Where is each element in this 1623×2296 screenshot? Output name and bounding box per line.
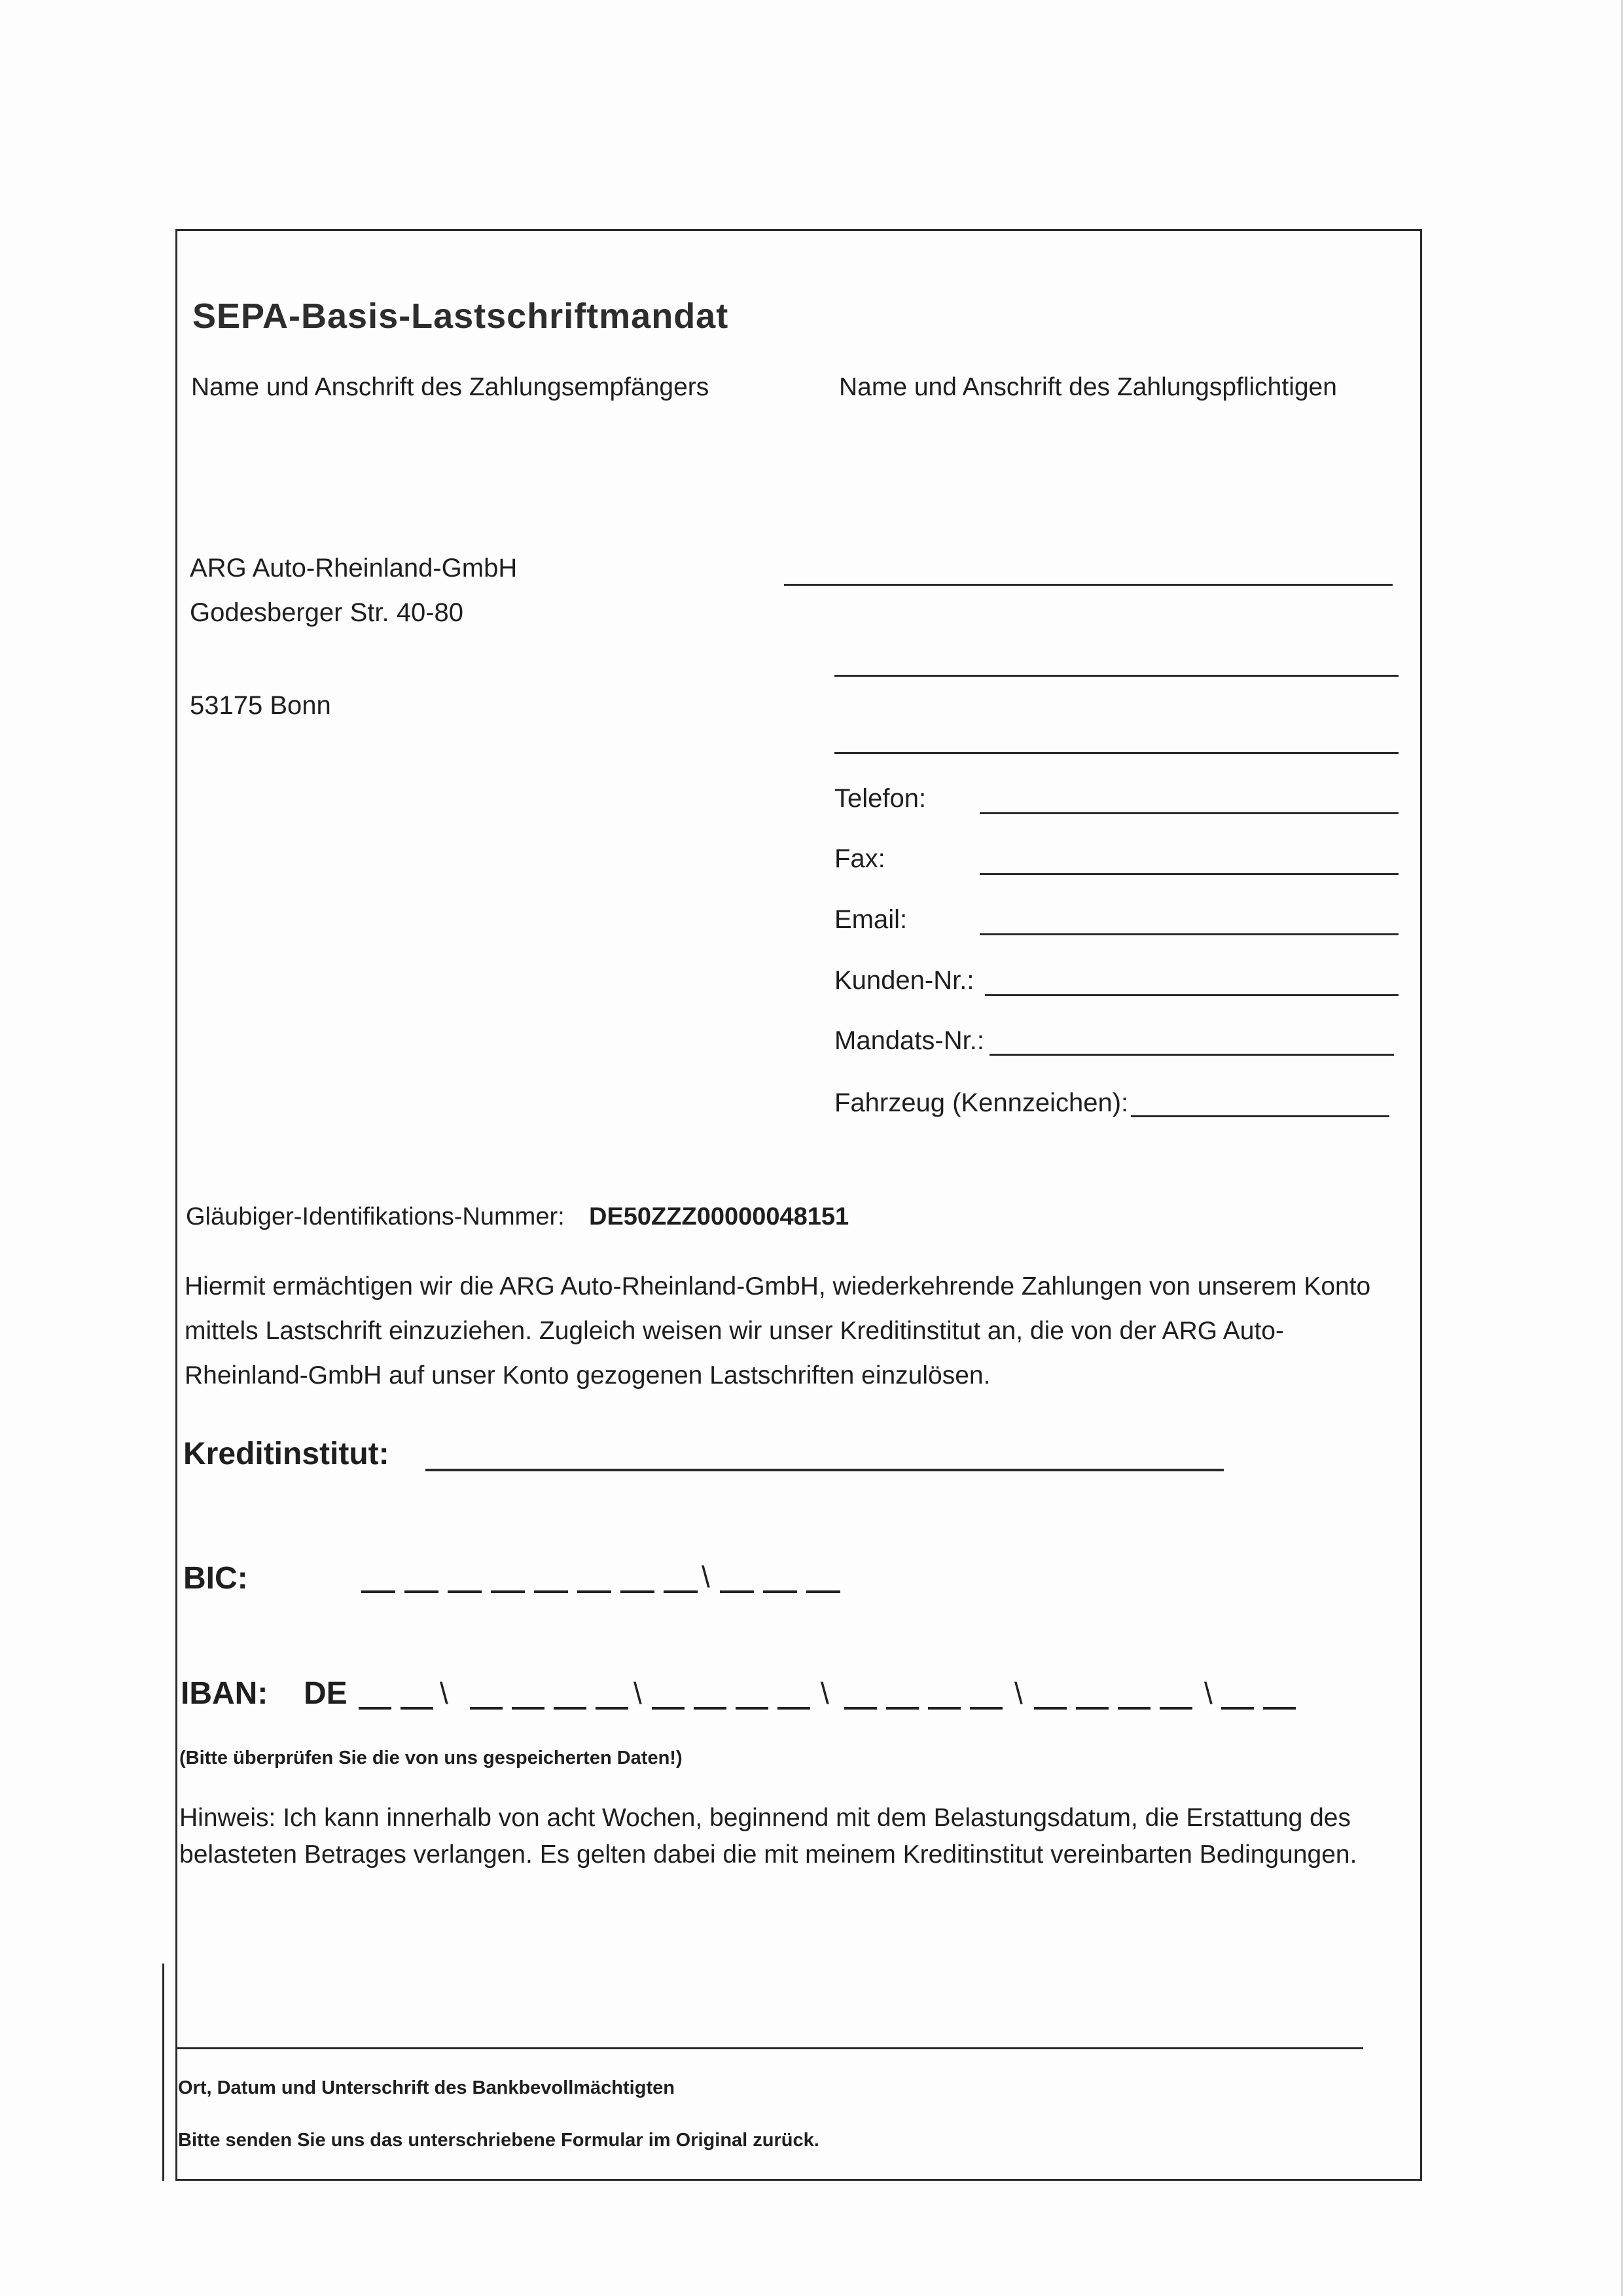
iban-separator: \	[821, 1676, 829, 1710]
iban-separator: \	[440, 1676, 448, 1710]
iban-separator: \	[633, 1676, 642, 1710]
iban-label: IBAN:	[181, 1676, 268, 1711]
iban-char[interactable]	[596, 1707, 628, 1710]
bank-field[interactable]	[425, 1469, 1224, 1471]
return-note: Bitte senden Sie uns das unterschriebene Formular im Original zurück.	[178, 2130, 819, 2151]
payee-name: ARG Auto-Rheinland-GmbH	[190, 554, 518, 583]
iban-char[interactable]	[401, 1707, 433, 1710]
notice-line-2: belasteten Betrages verlangen. Es gelten dabei die mit meinem Kreditinstitut vereinbarten Bedingungen.	[179, 1840, 1357, 1869]
bic-char-9[interactable]	[720, 1590, 754, 1593]
notice-line-1: Hinweis: Ich kann innerhalb von acht Wochen, beginnend mit dem Belastungsdatum, die Erstattung des	[179, 1804, 1351, 1832]
signature-label: Ort, Datum und Unterschrift des Bankbevollmächtigten	[178, 2077, 675, 2098]
payer-street-field[interactable]	[834, 675, 1399, 677]
authorization-line-3: Rheinland-GmbH auf unser Konto gezogenen Lastschriften einzulösen.	[185, 1361, 991, 1390]
signature-field[interactable]	[175, 2047, 1363, 2049]
phone-field[interactable]	[980, 812, 1399, 814]
vehicle-field[interactable]	[1131, 1115, 1389, 1117]
form-frame-left-bottom	[162, 1964, 164, 2181]
payee-street: Godesberger Str. 40-80	[190, 598, 464, 627]
iban-char[interactable]	[652, 1707, 685, 1710]
iban-char[interactable]	[886, 1707, 919, 1710]
authorization-line-2: mittels Lastschrift einzuziehen. Zugleich weisen wir unser Kreditinstitut an, die von der ARG Auto-	[185, 1317, 1284, 1345]
mandate-no-field[interactable]	[990, 1054, 1394, 1056]
iban-char[interactable]	[694, 1707, 726, 1710]
creditor-id-label: Gläubiger-Identifikations-Nummer:	[186, 1203, 565, 1230]
payer-name-field[interactable]	[784, 584, 1393, 586]
form-title: SEPA-Basis-Lastschriftmandat	[192, 296, 729, 336]
payee-heading: Name und Anschrift des Zahlungsempfängers	[191, 373, 709, 401]
creditor-id-value: DE50ZZZ00000048151	[589, 1203, 849, 1230]
iban-char[interactable]	[1034, 1707, 1067, 1710]
customer-no-field[interactable]	[985, 994, 1399, 996]
bic-char-10[interactable]	[763, 1590, 797, 1593]
bic-separator: \	[702, 1560, 710, 1594]
mandate-no-label: Mandats-Nr.:	[834, 1026, 984, 1055]
authorization-line-1: Hiermit ermächtigen wir die ARG Auto-Rheinland-GmbH, wiederkehrende Zahlungen von unserem Konto	[185, 1272, 1371, 1300]
email-label: Email:	[834, 905, 908, 934]
bic-char-7[interactable]	[620, 1590, 654, 1593]
iban-char[interactable]	[1263, 1707, 1296, 1710]
payee-city: 53175 Bonn	[190, 691, 331, 720]
iban-char[interactable]	[777, 1707, 810, 1710]
fax-field[interactable]	[980, 873, 1399, 875]
iban-char[interactable]	[1118, 1707, 1150, 1710]
iban-char[interactable]	[1221, 1707, 1254, 1710]
bic-char-4[interactable]	[491, 1590, 525, 1593]
iban-char[interactable]	[970, 1707, 1003, 1710]
bic-char-11[interactable]	[806, 1590, 840, 1593]
iban-char[interactable]	[359, 1707, 391, 1710]
customer-no-label: Kunden-Nr.:	[834, 966, 974, 995]
iban-char[interactable]	[512, 1707, 544, 1710]
bic-char-8[interactable]	[664, 1590, 698, 1593]
iban-char[interactable]	[736, 1707, 768, 1710]
iban-char[interactable]	[470, 1707, 503, 1710]
iban-char[interactable]	[554, 1707, 586, 1710]
iban-char[interactable]	[1076, 1707, 1109, 1710]
check-data-note: (Bitte überprüfen Sie die von uns gespeicherten Daten!)	[179, 1748, 683, 1768]
fax-label: Fax:	[834, 844, 885, 873]
payer-heading: Name und Anschrift des Zahlungspflichtigen	[839, 373, 1337, 401]
bic-char-1[interactable]	[361, 1590, 395, 1593]
vehicle-label: Fahrzeug (Kennzeichen):	[834, 1088, 1129, 1117]
bic-char-6[interactable]	[577, 1590, 611, 1593]
phone-label: Telefon:	[834, 784, 927, 813]
bic-char-5[interactable]	[534, 1590, 568, 1593]
iban-separator: \	[1204, 1676, 1213, 1710]
iban-char[interactable]	[1160, 1707, 1192, 1710]
iban-country-prefix: DE	[304, 1676, 348, 1711]
bic-char-2[interactable]	[404, 1590, 438, 1593]
payer-city-field[interactable]	[834, 752, 1399, 754]
email-field[interactable]	[980, 933, 1399, 935]
bic-char-3[interactable]	[448, 1590, 482, 1593]
bank-label: Kreditinstitut:	[183, 1437, 389, 1471]
iban-separator: \	[1014, 1676, 1023, 1710]
iban-char[interactable]	[928, 1707, 961, 1710]
iban-char[interactable]	[844, 1707, 877, 1710]
bic-label: BIC:	[183, 1561, 248, 1596]
